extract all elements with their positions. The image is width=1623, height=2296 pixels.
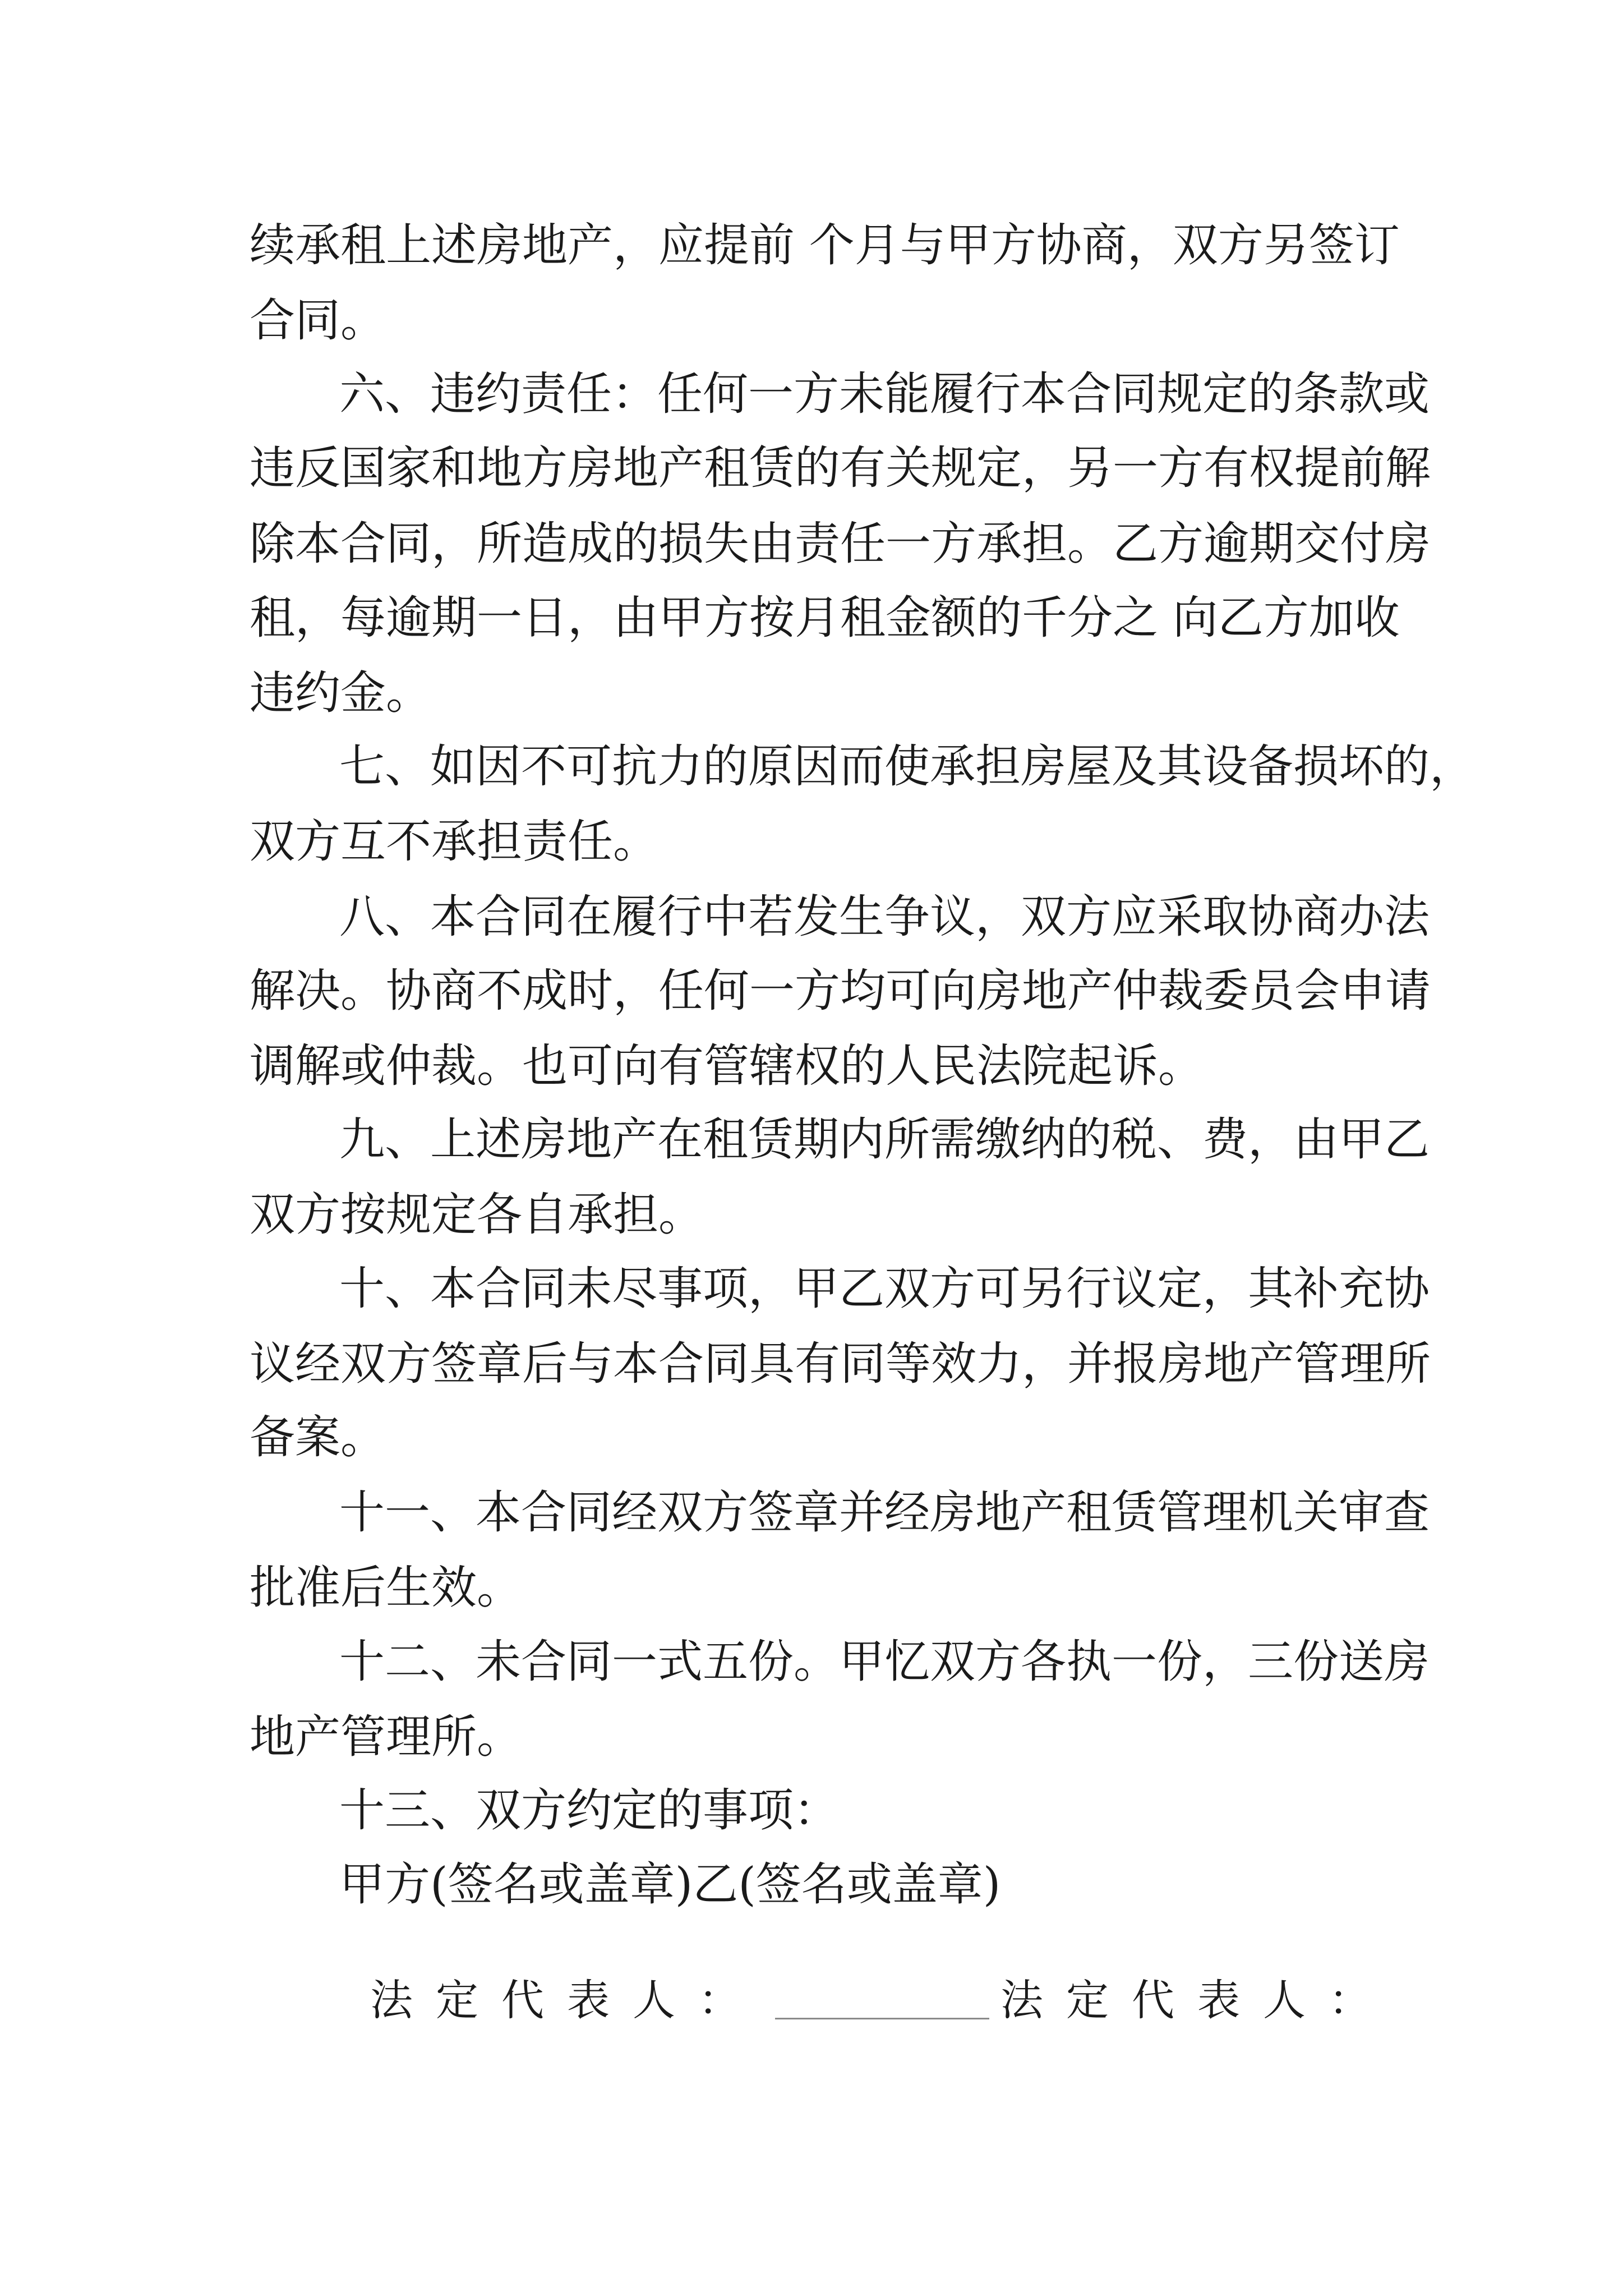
text-line-2: 合同。 — [250, 295, 386, 347]
clause-12-line-1: 十二、未合同一式五份。甲忆双方各执一份，三份送房 — [339, 1636, 1430, 1688]
clause-6-line-2: 违反国家和地方房地产租赁的有关规定，另一方有权提前解 — [250, 442, 1431, 495]
clause-11-line-2: 批准后生效。 — [250, 1562, 523, 1614]
clause-6-line-5: 违约金。 — [250, 667, 432, 720]
clause-10-line-3: 备案。 — [250, 1411, 386, 1464]
text-line-1: 续承租上述房地产，应提前 个月与甲方协商，双方另签订 — [250, 219, 1400, 272]
signature-representative-row — [370, 1975, 1394, 2025]
clause-11-line-1: 十一、本合同经双方签章并经房地产租赁管理机关审查 — [339, 1487, 1430, 1539]
clause-9-line-1: 九、上述房地产在租赁期内所需缴纳的税、费，由甲乙 — [339, 1114, 1430, 1166]
signature-blank-line — [775, 1984, 989, 2019]
clause-7-line-2: 双方互不承担责任。 — [250, 816, 659, 868]
clause-8-line-2: 解决。协商不成时，任何一方均可向房地产仲裁委员会申请 — [250, 965, 1431, 1018]
clause-12-line-2: 地产管理所。 — [250, 1711, 523, 1764]
representative-label-left: 法定代表人： — [370, 1975, 764, 2025]
signature-parties-line: 甲方(签名或盖章)乙(签名或盖章) — [339, 1858, 1001, 1911]
clause-8-line-1: 八、本合同在履行中若发生争议，双方应采取协商办法 — [339, 891, 1430, 944]
clause-7-line-1: 七、如因不可抗力的原因而使承担房屋及其设备损坏的， — [339, 740, 1476, 793]
clause-10-line-1: 十、本合同未尽事项，甲乙双方可另行议定，其补充协 — [339, 1263, 1430, 1315]
clause-8-line-3: 调解或仲裁。也可向有管辖权的人民法院起诉。 — [250, 1040, 1204, 1093]
representative-label-right: 法定代表人： — [1000, 1975, 1394, 2025]
clause-6-line-4: 租，每逾期一日，由甲方按月租金额的千分之 向乙方加收 — [250, 592, 1400, 645]
clause-9-line-2: 双方按规定各自承担。 — [250, 1189, 704, 1241]
clause-10-line-2: 议经双方签章后与本合同具有同等效力，并报房地产管理所 — [250, 1338, 1431, 1391]
clause-6-line-3: 除本合同，所造成的损失由责任一方承担。乙方逾期交付房 — [250, 518, 1431, 570]
clause-6-line-1: 六、违约责任：任何一方未能履行本合同规定的条款或 — [339, 368, 1430, 421]
clause-13-line: 十三、双方约定的事项： — [339, 1784, 840, 1837]
